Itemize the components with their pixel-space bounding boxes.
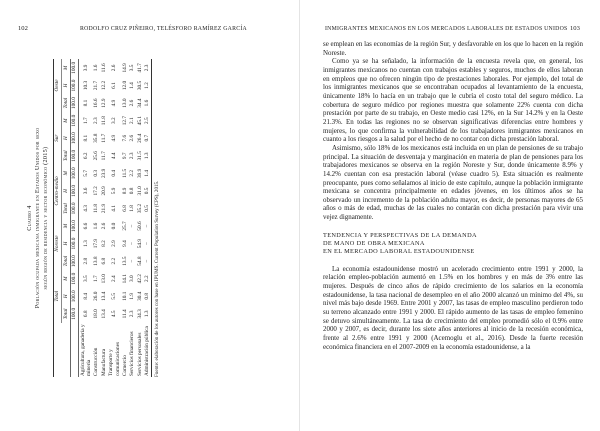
paragraph: Asimismo, sólo 18% de los mexicanos está incluida en un plan de pensiones de su trabajo principal. La situación de desventaja y marginación en materia de plan de pensiones para los trabajadores mexicanos se observa en la región Noreste y Sur, donde únicamente 8.9% y 14.2% cuentan con esa prestación laboral (véase cuadro 5). Esta situación es realmente preocupante, pues como señalamos al inicio de este capítulo, aunque la población inmigrante mexicana se concentra principalmente en edades jóvenes, en los últimos años se ha observado un incremento de la población adulta mayor, es decir, de personas mayores de 65 años o más de edad, muchas de las cuales no contarán con dicha prestación para vivir una vejez dignamente. [323,143,583,222]
table-cell: – [144,252,152,270]
table-cell: 8.2 [100,240,107,247]
subheader-cell: H [62,235,70,253]
table-cell: 13.8 [93,256,100,266]
table-cell: 13.0 [100,274,107,284]
subheader-cell: H [62,129,70,147]
table-cell: 39.9 [136,168,143,178]
table-cell: 2.6 [111,64,118,72]
table-cell: 6.8 [121,205,128,212]
table-cell: 5.9 [111,187,118,195]
group-header: Centro-medio [54,165,62,218]
paragraph: se emplean en las economías de la región Sur, y desfavorable en los que lo hacen en la región Noreste. [323,40,583,57]
table-row [144,59,152,377]
subheader-cell: Total [62,305,70,323]
row-label: Transporte y comunicaciones [108,341,121,376]
table-cell: 35.2 [136,203,143,214]
table-cell: 12.0 [121,80,128,91]
table-cell: 100.0 [70,59,78,77]
row-label: Servicios financieros [129,331,136,376]
table-cell: 13.4 [100,309,107,319]
table-cell: 0.8 [144,287,152,305]
table-cell: 1.4 [144,165,152,183]
table-cell: 1.8 [129,205,136,212]
table-cell: – [129,259,136,263]
table-cell: 100.0 [70,147,78,165]
table-cell: 18.0 [93,309,100,319]
table-cell: 11.6 [100,63,107,73]
table-cell: 0.7 [144,129,152,147]
table-cell: 100.0 [70,129,78,147]
table-cell: 2.2 [144,270,152,288]
table-cell: 100.0 [70,182,78,200]
rotated-table-block [26,59,274,377]
table-cell: 100.0 [70,270,78,288]
table-source: Fuente: elaboración de los autores con base en IPUMS. Current Population Survey (CPS), 2015. [154,180,161,377]
subheader-cell: H [62,287,70,305]
body-text [323,40,583,351]
table-cell: 26.4 [136,133,143,143]
table-row [136,59,143,377]
table-cell: 5.7 [82,170,89,177]
table-cell: 100.0 [70,165,78,183]
subheader-cell: Total [62,200,70,218]
row-label: Construcción [93,347,100,376]
table-cell: 11.7 [100,133,107,143]
table-cell: 8.1 [82,134,89,142]
table-cell: 1.3 [144,305,152,323]
table-cell: 2.2 [111,257,118,265]
table-cell: 1.7 [82,117,89,124]
table-cell: 1.7 [93,275,100,283]
table-cell: – [129,224,136,228]
table-cell: 100.0 [70,94,78,112]
subheader-cell: Total [62,94,70,112]
table-cell: 6.8 [100,257,107,265]
table-cell: 3.5 [129,64,136,72]
table-cell: 25.6 [93,151,100,161]
section-heading-line: TENDENCIA Y PERSPECTIVAS DE LA DEMANDA [323,231,477,239]
subheader-cell: M [62,165,70,183]
table-cell: 41.7 [136,63,143,73]
table-cell: 14.1 [121,274,128,284]
table-label: Cuadro 4 [26,205,33,231]
table-subtitle: según región de residencia y sector económico (2015) [42,146,49,290]
table-cell: 100.0 [70,217,78,235]
table-cell: 45.1 [136,116,143,126]
table-cell: 8.1 [82,99,89,107]
table-body [70,59,151,377]
table-cell: 6.1 [111,82,118,89]
table-cell: 10.1 [121,291,128,301]
table-cell: 7.6 [121,134,128,142]
table-cell: 2.2 [129,170,136,177]
table-cell: 35.8 [93,133,100,143]
table-cell: 100.0 [70,305,78,323]
table-row [93,59,100,377]
table-cell: 1.9 [129,292,136,300]
table-cell: 2.5 [144,112,152,130]
table-cell: 4.4 [111,152,118,160]
table-cell: 6.8 [82,310,89,318]
table-cell: 1.3 [144,147,152,165]
table-cell: 42.2 [136,274,143,284]
data-table [53,59,152,377]
table-cell: 3.0 [129,275,136,283]
table-cell: 1.2 [144,77,152,95]
subheader-cell: M [62,112,70,130]
page-number-left: 102 [18,25,28,32]
paragraph: La economía estadounidense mostró un acelerado crecimiento entre 1991 y 2000, la relación empleo-población aumentó en 1.5% en los hombres y en más de 3% entre las mujeres. Después de cinco años de rápido crecimiento de los salarios en la economía estadounidense, la tasa nacional de desempleo en el año 2000 alcanzó un mínimo del 4%, su nivel más bajo desde 1969. Entre 2001 y 2007, las tasas de empleo masculino perdieron todo su terreno alcanzado entre 1991 y 2000. El rápido aumento de las tasas de empleo femenino se detuvo simultáneamente. La tasa de crecimiento del empleo promedió sólo el 0.9% entre 2000 y 2007, es decir, durante los siete años anteriores al inicio de la recesión económica, frente al 2.6% entre 1991 y 2000 (Acemoglu et al., 2016). Desde la fuerte recesión económica financiera en el 2007-2009 en la economía estadounidense, a la [323,264,583,351]
paragraph: Como ya se ha señalado, la información de la encuesta revela que, en general, los inmigrantes mexicanos no cuentan con trabajos estables y seguros, muchos de ellos laboran en empleos que no ofrecen ningún tipo de prestaciones laborales. Por ejemplo, del total de los inmigrantes mexicanos que se encontraban ocupados al levantamiento de la encuesta, únicamente 18% lo hacía en un trabajo que le cubría el costo total del seguro médico. La cobertura de seguro médico por regiones muestra que solamente 22% cuenta con dicha prestación por parte de su trabajo, en Oeste medio casi 12%, en la Sur 14.2% y en la Oeste 21.3%. En todas las regiones no se observan significativas diferencias entre hombres y mujeres, lo que confirma la vulnerabilidad de los trabajadores inmigrantes mexicanos en cuanto a los riesgos a la salud por el hecho de no contar con dicha prestación laboral. [323,57,583,144]
table-cell: 100.0 [70,77,78,95]
table-cell: 11.7 [100,151,107,161]
table-cell: 0.0 [111,222,118,230]
table-cell: 2.1 [129,117,136,124]
table-cell: 54.9 [136,238,143,249]
table-cell: 1.3 [82,240,89,247]
table-cell: 11.5 [121,168,128,178]
section-heading-line: DE MANO DE OBRA MEXICANA [323,240,425,248]
group-header: Oeste [54,59,62,112]
subheader-cell: H [62,182,70,200]
table-cell: 100.0 [70,252,78,270]
table-cell: 26.0 [93,291,100,301]
group-header: Total [54,270,62,323]
table-cell: 6.6 [82,222,89,230]
table-cell: 1.6 [93,222,100,230]
table-cell: 3.9 [82,64,89,72]
table-cell: 3.5 [82,275,89,283]
table-cell: 0.4 [111,170,118,177]
table-caption [26,59,50,377]
row-label: Agricultura, ganadería y minería [79,324,93,376]
table-row [129,59,136,377]
table-cell: 8.9 [121,187,128,195]
table-cell: 2.3 [129,152,136,160]
table-row [108,59,122,377]
row-label: Comercio [121,355,128,376]
table-cell: – [144,217,152,235]
table-cell: 4.1 [111,205,118,212]
table-cell: 5.5 [111,292,118,300]
table-cell: 25.7 [121,221,128,231]
table-cell: 16.6 [93,98,100,108]
table-cell: – [144,235,152,253]
table-cell: 6.2 [82,152,89,160]
right-page [300,0,600,431]
table-cell: 12.7 [121,116,128,126]
running-head-right: INMIGRANTES MEXICANOS EN LOS MERCADOS LABORALES DE ESTADOS UNIDOS [325,26,568,32]
table-cell: 11.8 [100,116,107,126]
table-cell: 34.4 [136,98,143,108]
table-cell: 9.4 [121,240,128,247]
subheader-cell: M [62,270,70,288]
table-cell: 50.6 [136,221,143,231]
table-cell: 31.0 [136,186,143,196]
table-cell: 1.6 [93,64,100,72]
table-cell: 34.3 [136,309,143,319]
table-cell: 2.6 [129,99,136,107]
table-cell: 2.3 [144,59,152,77]
group-header: Sur [54,112,62,165]
table-subheader [62,59,70,377]
table-title: Población ocupada mexicana inmigrante en Estados Unidos por sexo [34,127,41,309]
table-row [121,59,128,377]
table-row [79,59,93,377]
table-cell: 100.0 [70,200,78,218]
table-cell: 2.3 [129,310,136,318]
subheader-cell: Total [62,252,70,270]
table-cell: 0.8 [129,187,136,195]
table-cell: 100.0 [70,287,78,305]
table-cell: 54.8 [136,256,143,266]
subheader-cell: M [62,217,70,235]
subheader-cell: M [62,59,70,77]
table-cell: 4.9 [111,134,118,142]
table-cell: 0.5 [144,200,152,218]
table-cell: 2.9 [111,240,118,247]
table-cell: 100.0 [70,112,78,130]
group-header: Noreste [54,217,62,270]
table-cell: 30.5 [136,80,143,91]
table-cell: 2.3 [93,117,100,124]
table-cell: 31.5 [136,151,143,161]
table-cell: 2.6 [100,222,107,230]
table-cell: 9.7 [121,152,128,160]
table-cell: 23.9 [100,168,107,178]
table-cell: 11.4 [121,309,128,319]
row-label: Administración pública [144,323,152,377]
table-cell: 21.9 [100,203,107,214]
section-heading-line: EN EL MERCADO LABORAL ESTADOUNIDENSE [323,248,475,256]
table-cell: 1.6 [144,94,152,112]
table-cell: 13.0 [121,98,128,108]
table-cell: 0.5 [144,182,152,200]
table-row [100,59,107,377]
table-cell: 8.4 [82,292,89,300]
table-group-header [54,59,62,377]
section-heading [323,232,583,257]
table-cell: 100.0 [70,235,78,253]
table-cell: 12.9 [100,98,107,108]
table-cell: 17.2 [93,186,100,196]
table-cell: 4.5 [111,310,118,318]
table-cell: 4.9 [111,99,118,107]
table-cell: 30.4 [136,291,143,301]
table-cell: 14.9 [121,63,128,73]
table-cell: 12.2 [100,80,107,91]
table-cell: 2.8 [82,257,89,265]
table-cell: 10.3 [82,80,89,91]
row-label: Servicios personales [136,332,143,376]
table-cell: 13.5 [121,256,128,266]
table-cell: 0.3 [93,170,100,177]
subheader-cell: Total [62,147,70,165]
page-number-right: 103 [570,25,580,32]
table-cell: 3.2 [111,117,118,124]
table-cell: 17.9 [93,238,100,249]
table-cell: 13.4 [100,291,107,301]
subheader-cell: H [62,77,70,95]
table-cell: 21.7 [93,80,100,91]
table-cell: – [129,242,136,245]
table-cell: 2.6 [129,134,136,142]
table-cell: 11.8 [93,203,100,213]
table-cell: 1.4 [129,82,136,89]
row-label: Manufactura [100,348,107,376]
table-cell: 20.9 [100,186,107,196]
table-cell: 4.3 [82,205,89,212]
running-head-left: RODOLFO CRUZ PIÑEIRO, TELÉSFORO RAMÍREZ GARCÍA [80,26,247,32]
table-cell: 2.4 [111,275,118,283]
table-row-total [70,59,78,377]
table-cell: 3.6 [82,187,89,195]
